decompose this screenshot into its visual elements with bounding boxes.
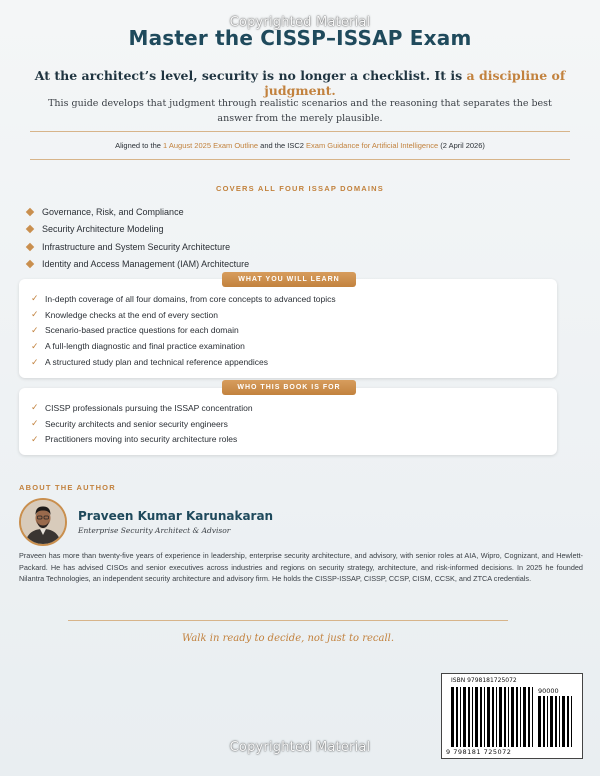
tagline-main: At the architect’s level, security is no longer a checklist. It is bbox=[34, 68, 467, 83]
domains-heading: COVERS ALL FOUR ISSAP DOMAINS bbox=[215, 184, 384, 193]
domain-item bbox=[26, 256, 249, 274]
learn-card bbox=[19, 279, 557, 378]
barcode-bar bbox=[508, 687, 509, 747]
barcode-bar bbox=[492, 687, 494, 747]
author-heading: ABOUT THE AUTHOR bbox=[19, 483, 116, 492]
author-portrait-icon bbox=[21, 500, 65, 544]
author-bio: Praveen has more than twenty-five years of experience in leadership, enterprise security architecture, and advisory, with senior roles at AIA, Wipro, Cognizant, and Hewlett-Packard. He has advised CISOs and senior executives across industries and regions on security strategy, architecture, and risk-informed decisions. In 2025 he founded Nilantra Technologies, an independent security architecture and advisory firm. He holds the CISSP-ISSAP, CISSP, CCSP, CISM, CCSK, and ZTCA credentials. bbox=[19, 551, 583, 584]
audience-item bbox=[31, 432, 253, 448]
learn-label: In-depth coverage of all four domains, from core concepts to advanced topics bbox=[45, 293, 336, 304]
domain-label: Security Architecture Modeling bbox=[42, 224, 164, 235]
barcode-bar bbox=[472, 687, 473, 747]
audience-label: Practitioners moving into security architecture roles bbox=[45, 434, 238, 445]
barcode-bar bbox=[523, 687, 526, 747]
barcode-main-icon bbox=[451, 687, 535, 747]
barcode-bar bbox=[499, 687, 502, 747]
audience-label: Security architects and senior security engineers bbox=[45, 418, 228, 429]
domain-label: Governance, Risk, and Compliance bbox=[42, 206, 184, 217]
alignment-prefix: Aligned to the bbox=[115, 141, 164, 150]
audience-item bbox=[31, 400, 253, 416]
learn-label: Knowledge checks at the end of every section bbox=[45, 309, 218, 320]
price-code: 90000 bbox=[538, 687, 559, 695]
barcode-bar bbox=[532, 687, 533, 747]
alignment-note bbox=[30, 131, 570, 160]
diamond-icon bbox=[26, 225, 34, 233]
barcode-bar bbox=[516, 687, 518, 747]
domain-item bbox=[26, 203, 249, 221]
checkmark-icon: ✓ bbox=[31, 402, 39, 413]
barcode-bar bbox=[480, 687, 482, 747]
domain-label: Identity and Access Management (IAM) Architecture bbox=[42, 259, 250, 270]
learn-label: A structured study plan and technical reference appendices bbox=[45, 357, 269, 368]
barcode-bar bbox=[463, 687, 466, 747]
barcode-digits: 9 798181 725072 bbox=[446, 748, 512, 756]
barcode-bar bbox=[468, 687, 470, 747]
author-name: Praveen Kumar Karunakaran bbox=[78, 509, 274, 523]
learn-item bbox=[31, 323, 336, 339]
tagline-accent: a discipline of judgment. bbox=[264, 68, 566, 98]
barcode-bar bbox=[451, 687, 454, 747]
author-avatar bbox=[19, 498, 67, 546]
closing-quote: Walk in ready to decide, not just to recall. bbox=[68, 620, 508, 656]
domain-item bbox=[26, 221, 249, 239]
diamond-icon bbox=[26, 243, 34, 251]
barcode-bar bbox=[528, 687, 530, 747]
watermark-bottom: Copyrighted Material bbox=[229, 740, 371, 755]
audience-card bbox=[19, 388, 557, 455]
domain-item bbox=[26, 238, 249, 256]
domain-list bbox=[26, 203, 249, 273]
author-role: Enterprise Security Architect & Advisor bbox=[78, 526, 231, 535]
barcode-bar bbox=[484, 687, 485, 747]
barcode-bar bbox=[504, 687, 506, 747]
audience-heading: WHO THIS BOOK IS FOR bbox=[222, 380, 356, 395]
barcode-bar bbox=[475, 687, 478, 747]
watermark-top: Copyrighted Material bbox=[229, 15, 371, 30]
ai-guidance-ref: Exam Guidance for Artificial Intelligence bbox=[306, 141, 439, 150]
checkmark-icon: ✓ bbox=[31, 418, 39, 429]
learn-item bbox=[31, 291, 336, 307]
learn-item bbox=[31, 354, 336, 370]
book-title: Master the CISSP–ISSAP Exam bbox=[128, 26, 472, 50]
intro-text: This guide develops that judgment through realistic scenarios and the reasoning that separates the best answer from the merely plausible. bbox=[48, 98, 552, 124]
diamond-icon bbox=[26, 260, 34, 268]
learn-label: Scenario-based practice questions for each domain bbox=[45, 325, 239, 336]
barcode-bar bbox=[487, 687, 490, 747]
isbn-label: ISBN 9798181725072 bbox=[451, 677, 517, 684]
domain-label: Infrastructure and System Security Architecture bbox=[42, 241, 231, 252]
learn-heading: WHAT YOU WILL LEARN bbox=[222, 272, 356, 287]
tagline bbox=[0, 68, 600, 98]
alignment-middle: and the ISC2 bbox=[258, 141, 307, 150]
checkmark-icon: ✓ bbox=[31, 309, 39, 320]
learn-label: A full-length diagnostic and final practice examination bbox=[45, 341, 245, 352]
audience-item bbox=[31, 416, 253, 432]
learn-list bbox=[31, 291, 336, 370]
barcode-bar bbox=[511, 687, 514, 747]
checkmark-icon: ✓ bbox=[31, 293, 39, 304]
barcode-bar bbox=[456, 687, 458, 747]
learn-item bbox=[31, 338, 336, 354]
alignment-suffix: (2 April 2026) bbox=[438, 141, 485, 150]
barcode-bar bbox=[520, 687, 521, 747]
audience-list bbox=[31, 400, 253, 447]
checkmark-icon: ✓ bbox=[31, 433, 39, 444]
barcode-bar bbox=[460, 687, 461, 747]
checkmark-icon: ✓ bbox=[31, 340, 39, 351]
audience-label: CISSP professionals pursuing the ISSAP concentration bbox=[45, 402, 253, 413]
checkmark-icon: ✓ bbox=[31, 324, 39, 335]
checkmark-icon: ✓ bbox=[31, 356, 39, 367]
exam-outline-ref: 1 August 2025 Exam Outline bbox=[163, 141, 259, 150]
learn-item bbox=[31, 307, 336, 323]
barcode-bar bbox=[496, 687, 497, 747]
diamond-icon bbox=[26, 208, 34, 216]
